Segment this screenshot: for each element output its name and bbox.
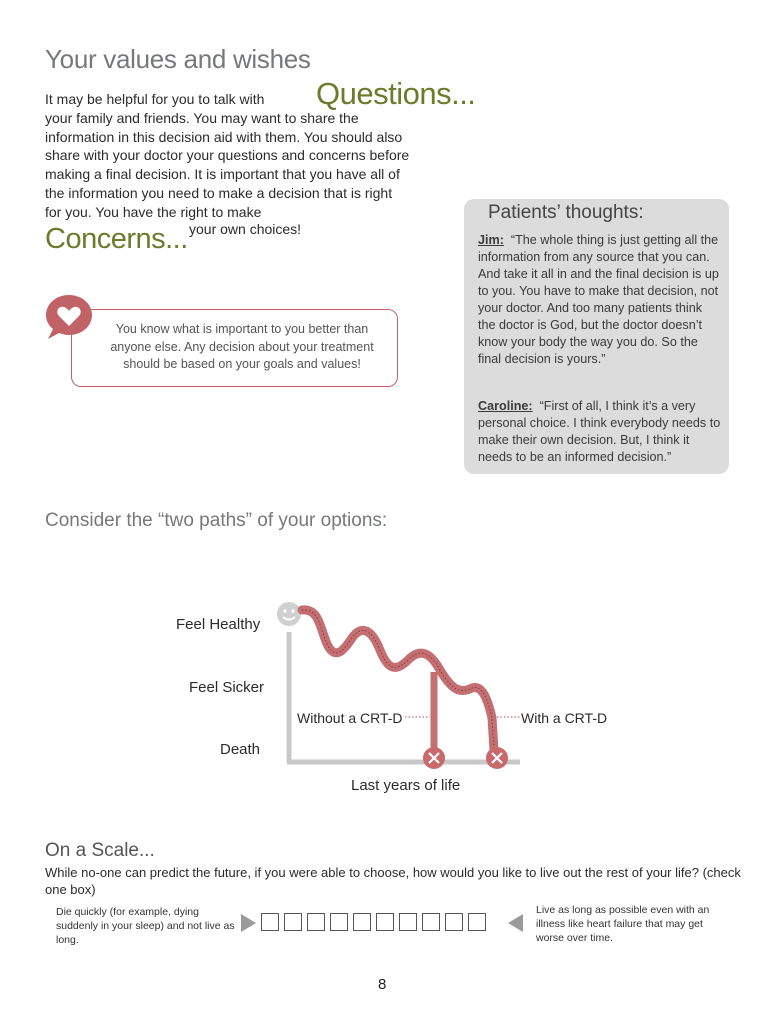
path-with-crtd (302, 610, 494, 750)
arrow-left-icon (241, 914, 256, 932)
scale-checkbox-10[interactable] (468, 913, 486, 931)
patient-quote-caroline (478, 398, 721, 466)
quote-speaker: Caroline: (478, 399, 533, 413)
scale-left-anchor: Die quickly (for example, dying suddenly in your sleep) and not live as long. (56, 906, 235, 946)
scale-checkbox-2[interactable] (284, 913, 302, 931)
label-without-crtd: Without a CRT-D (297, 710, 403, 726)
quote-speaker: Jim: (478, 233, 504, 247)
scale-checkbox-9[interactable] (445, 913, 463, 931)
intro-paragraph: your family and friends. You may want to share the information in this decision aid with them. You should also share with your doctor your questions and concerns before making a final decision. It is important that you have all of the information you need to make a decision that is right for you. You have the right to make (45, 110, 410, 220)
patients-thoughts-title: Patients’ thoughts: (488, 202, 644, 223)
scale-checkbox-8[interactable] (422, 913, 440, 931)
quote-text: “The whole thing is just getting all the information from any source that you can. And take it all in and the final decision is up to you. You have to make that decision, not your doctor. And too many patients think the doctor is God, but the doctor doesn’t know your body the way you do. So the final decision is yours.” (478, 233, 719, 366)
page-number: 8 (378, 976, 387, 993)
intro-last-line: your own choices! (189, 221, 302, 237)
death-x-icon (486, 747, 508, 769)
x-axis-label: Last years of life (351, 777, 461, 794)
tip-text: You know what is important to you better than anyone else. Any decision about your treatment should be based on your goals and values! (110, 322, 374, 371)
arrow-right-icon (508, 914, 523, 932)
concerns-heading: Concerns... (45, 223, 188, 255)
path-with-crtd-texture (302, 610, 494, 750)
two-paths-heading: Consider the “two paths” of your options: (45, 510, 388, 531)
scale-checkbox-4[interactable] (330, 913, 348, 931)
page-title: Your values and wishes (45, 44, 311, 74)
scale-right-anchor: Live as long as possible even with an illness like heart failure that may get worse over time. (536, 904, 710, 944)
scale-checkbox-6[interactable] (376, 913, 394, 931)
scale-question: While no-one can predict the future, if you were able to choose, how would you like to live out the rest of your life? (check one box) (45, 865, 741, 897)
intro-first-line: It may be helpful for you to talk with (45, 91, 265, 107)
y-label-death: Death (220, 741, 261, 758)
scale-checkbox-7[interactable] (399, 913, 417, 931)
y-label-feel-healthy: Feel Healthy (176, 616, 261, 633)
questions-heading: Questions... (316, 76, 476, 111)
label-with-crtd: With a CRT-D (521, 710, 608, 726)
scale-checkbox-3[interactable] (307, 913, 325, 931)
scale-checkbox-1[interactable] (261, 913, 279, 931)
scale-heading: On a Scale... (45, 840, 155, 861)
scale-checkbox-5[interactable] (353, 913, 371, 931)
smiley-face-icon (277, 602, 301, 626)
quote-text: “First of all, I think it’s a very personal choice. I think everybody needs to make their own decision. But, I think it needs to be an informed decision.” (478, 399, 721, 464)
heart-speech-bubble-icon (44, 293, 94, 341)
death-x-icon (423, 747, 445, 769)
y-label-feel-sicker: Feel Sicker (189, 679, 265, 696)
scale-checkbox-row (261, 913, 486, 931)
patient-quote-jim (478, 232, 721, 368)
